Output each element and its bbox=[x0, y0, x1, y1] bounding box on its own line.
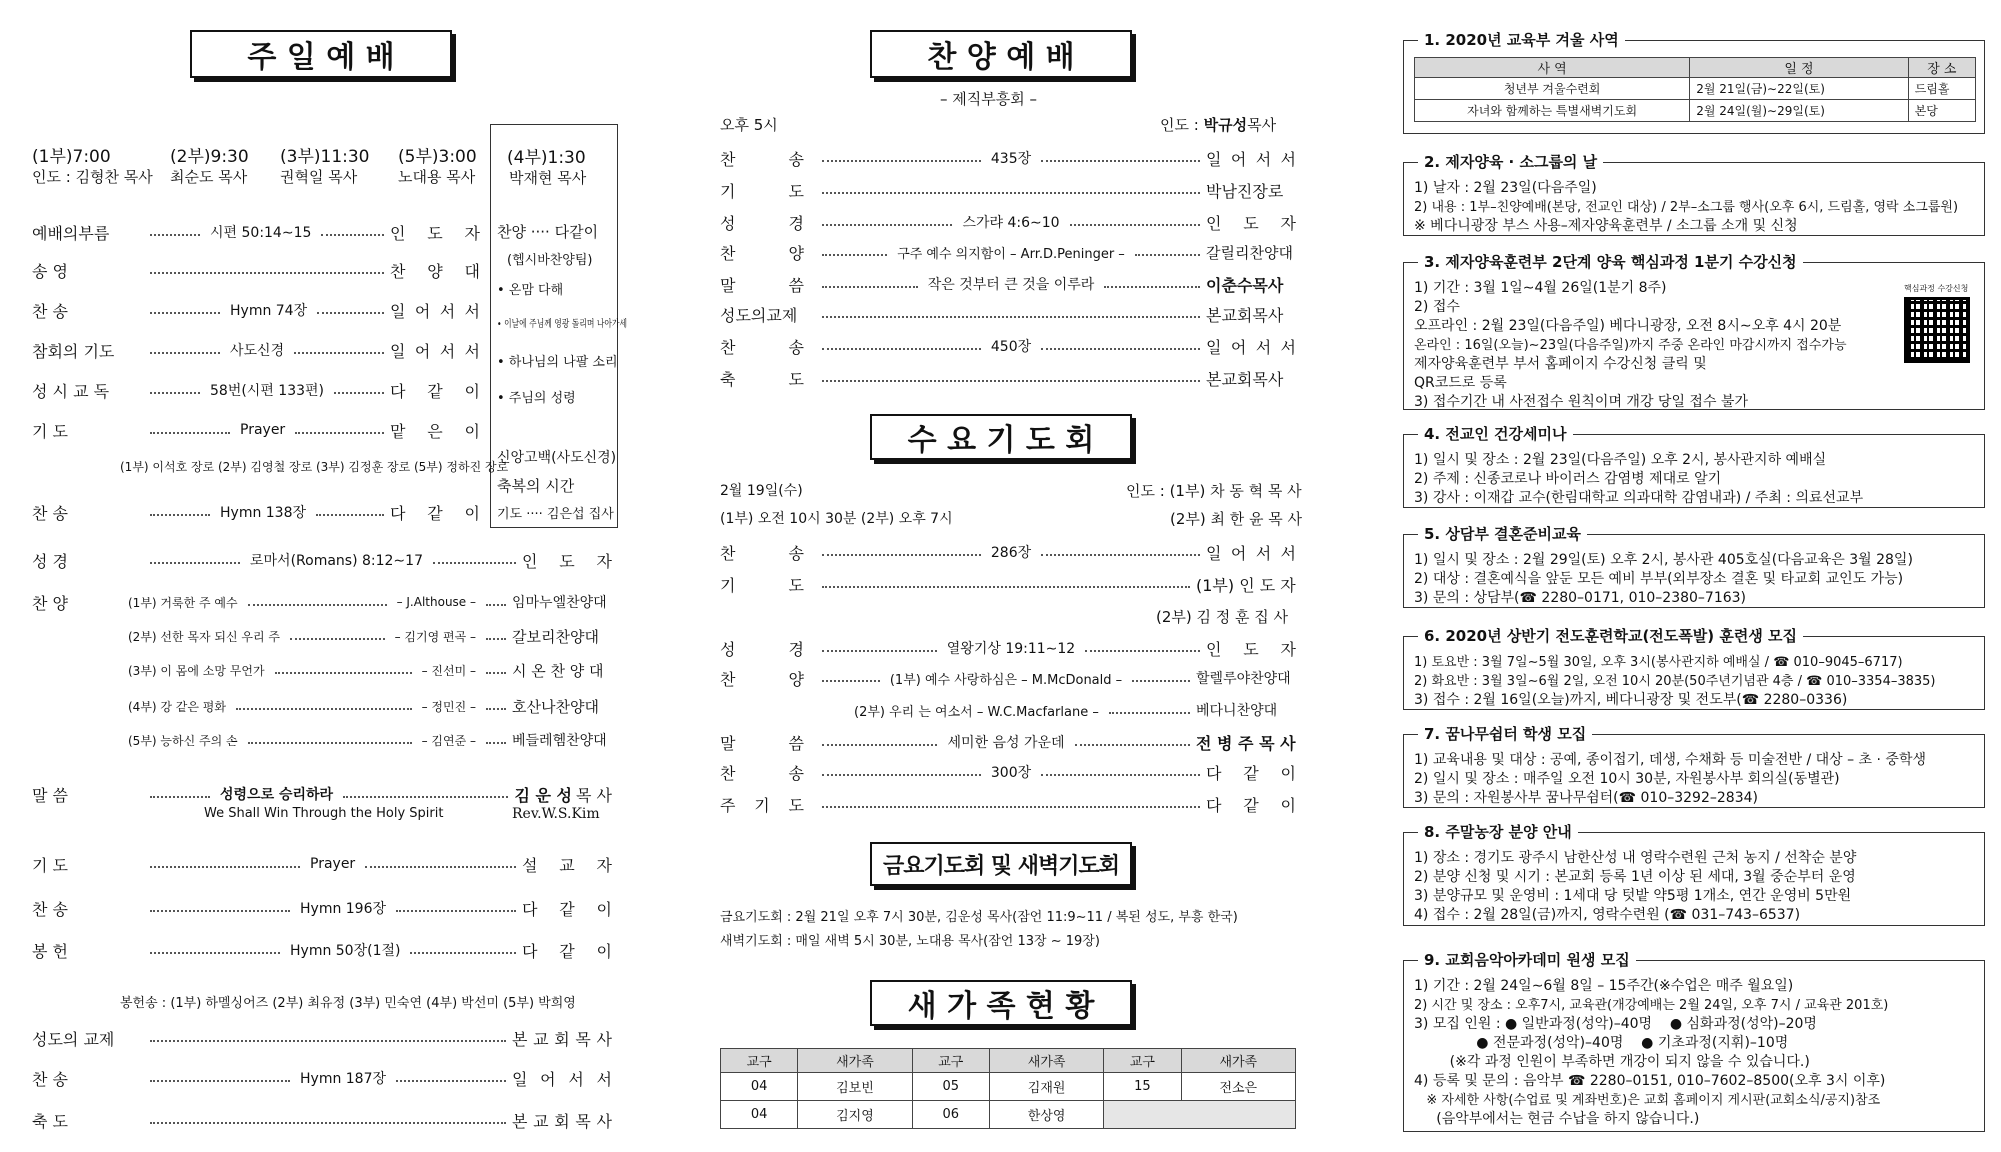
wednesday-item: 기 도 (1부) 인 도 자 bbox=[720, 575, 1296, 595]
qr-code[interactable] bbox=[1904, 297, 1970, 363]
newfamily-table: 교구 새가족 교구 새가족 교구 새가족 04 김보빈 05 김재원 15 전소은 04 김지영 06 한상영 bbox=[720, 1048, 1296, 1129]
service-leader-1: 인도 : 김형찬 목사 bbox=[32, 168, 153, 186]
service-leader-4: 박재현 목사 bbox=[509, 169, 587, 187]
wednesday-time: (1부) 오전 10시 30분 (2부) 오후 7시 bbox=[720, 511, 953, 527]
notice-2: 2. 제자양육 · 소그룹의 날 1) 날자 : 2월 23일(다음주일) 2) 내용 : 1부–친양예배(본당, 전교인 대상) / 2부–소그룹 행사(오후 6시, 드림홀, 영락 소그룹원) ※ 베다니광장 부스 사용–제자양육훈련부 / 소그룹 소개 및 신청 bbox=[1403, 162, 1985, 236]
sunday-service-column bbox=[0, 0, 640, 1152]
box4-line: 기도 ···· 김은섭 집사 bbox=[497, 507, 614, 522]
service-leader-2: 최순도 목사 bbox=[170, 168, 248, 186]
notice-6: 6. 2020년 상반기 전도훈련학교(전도폭발) 훈련생 모집 1) 토요반 : 3월 7일∼5월 30일, 오후 3시(봉사관지하 예배실 / ☎ 010–9045–6717) 2) 화요반 : 3월 3일∼6월 2일, 오전 10시 20분(50주년기념관 4층 / ☎ 010–3354–3835) 3) 접수 : 2월 16일(오늘)까지, 베다니광장 및 전도부(☎ 2280–0336) bbox=[1403, 636, 1985, 710]
box4-line: (헵시바찬양팀) bbox=[507, 253, 593, 268]
offertory-note: 봉헌송 : (1부) 하멜싱어즈 (2부) 최유정 (3부) 민숙연 (4부) 박선미 (5부) 박희영 bbox=[120, 996, 576, 1011]
order-item: 성 시 교 독 58번(시편 133편) 다 같 이 bbox=[32, 381, 480, 401]
choir-row: (4부) 강 같은 평화 – 정민진 – 호산나찬양대 bbox=[128, 697, 599, 716]
choir-row: 찬 양 (1부) 거룩한 주 예수 – J.Althouse – 임마누엘찬양대 bbox=[32, 593, 607, 613]
order-item: 성 경 로마서(Romans) 8:12∼17 인 도 자 bbox=[32, 551, 612, 571]
box4-line: • 온맘 다해 bbox=[497, 283, 564, 298]
praise-item: 축 도 본교회목사 bbox=[720, 369, 1284, 389]
wednesday-item: 찬 송 286장 일 어 서 서 bbox=[720, 543, 1296, 563]
order-item: 봉 헌 Hymn 50장(1절) 다 같 이 bbox=[32, 941, 612, 961]
service-time-3: (3부)11:30 bbox=[280, 147, 370, 167]
order-item: 송 영 찬 양 대 bbox=[32, 261, 480, 281]
praise-time: 오후 5시 bbox=[720, 116, 778, 134]
service-leader-5: 노대용 목사 bbox=[398, 168, 476, 186]
order-item: 찬 송 Hymn 138장 다 같 이 bbox=[32, 503, 480, 523]
order-item: 예배의부름 시편 50:14∼15 인 도 자 bbox=[32, 223, 480, 243]
choir-row: (5부) 능하신 주의 손 – 김연준 – 베들레헴찬양대 bbox=[128, 733, 607, 749]
wednesday-item: (2부) 김 정 훈 집 사 bbox=[1156, 608, 1289, 626]
preacher-en: Rev.W.S.Kim bbox=[512, 806, 600, 822]
box4-line: 축복의 시간 bbox=[497, 477, 575, 495]
fourth-service-box bbox=[490, 124, 628, 528]
wednesday-leader-1: 인도 : (1부) 차 동 혁 목 사 bbox=[1126, 482, 1302, 500]
middle-column bbox=[700, 0, 1310, 1152]
praise-item: 말 씀 작은 것부터 큰 것을 이루라 이춘수목사 bbox=[720, 275, 1284, 295]
sermon-row: 말 씀 성령으로 승리하라 김 운 성 목 사 bbox=[32, 785, 612, 805]
choir-row: (3부) 이 몸에 소망 무언가 – 진선미 – 시 온 찬 양 대 bbox=[128, 661, 604, 680]
order-item: 찬 송 Hymn 187장 일 어 서 서 bbox=[32, 1069, 612, 1089]
order-item: 기 도 Prayer 맡 은 이 bbox=[32, 421, 480, 441]
box4-line: • 하나님의 나팔 소리 bbox=[497, 355, 618, 370]
sunday-service-title: 주 일 예 배 bbox=[190, 30, 452, 78]
notices-column bbox=[1395, 0, 1995, 1152]
wednesday-item: 주 기 도 다 같 이 bbox=[720, 795, 1296, 815]
prayer-note: (1부) 이석호 장로 (2부) 김영철 장로 (3부) 김정훈 장로 (5부) 정하진 장로 bbox=[120, 460, 509, 474]
service-time-1: (1부)7:00 bbox=[32, 147, 111, 167]
notice-3: 3. 제자양육훈련부 2단계 양육 핵심과정 1분기 수강신청 1) 기간 : 3월 1일∼4월 26일(1분기 8주) 2) 접수 오프라인 : 2월 23일(다음주일) 베다니광장, 오전 8시∼오후 4시 20분 온라인 : 16일(오늘)∼23일(다음주일)까지 주중 온라인 마감시까지 접수가능 제자양육훈련부 부서 홈페이지 수강신청 클릭 및 QR코드로 등록 3) 접수기간 내 사전접수 원칙이며 개강 당일 접수 불가 핵심과정 수강신청 bbox=[1403, 262, 1985, 410]
praise-item: 기 도 박남진장로 bbox=[720, 181, 1284, 201]
newfamily-title: 새 가 족 현 황 bbox=[870, 980, 1132, 1026]
order-item: 축 도 본 교 회 목 사 bbox=[32, 1111, 612, 1131]
service-time-2: (2부)9:30 bbox=[170, 147, 249, 167]
praise-item: 찬 양 구주 예수 의지함이 – Arr.D.Peninger – 갈릴리찬양대 bbox=[720, 243, 1293, 263]
wednesday-item: 찬 양 (1부) 예수 사랑하심은 – M.McDonald – 할렐루야찬양대 bbox=[720, 669, 1291, 689]
praise-item: 찬 송 435장 일 어 서 서 bbox=[720, 149, 1296, 169]
wednesday-item: 찬 송 300장 다 같 이 bbox=[720, 763, 1296, 783]
order-item: 찬 송 Hymn 74장 일 어 서 서 bbox=[32, 301, 480, 321]
wednesday-item: 말 씀 세미한 음성 가운데 전 병 주 목 사 bbox=[720, 733, 1296, 753]
praise-subtitle: – 제직부흥회 – bbox=[940, 90, 1037, 108]
wednesday-title: 수 요 기 도 회 bbox=[870, 414, 1132, 460]
box4-line: • 이날에 주님께 영광 돌리며 나아가세 bbox=[497, 319, 628, 330]
wednesday-item: (2부) 우리 는 여소서 – W.C.Macfarlane – 베다니찬양대 bbox=[854, 703, 1278, 720]
notice-4: 4. 전교인 건강세미나 1) 일시 및 장소 : 2월 23일(다음주일) 오후 2시, 봉사관지하 예배실 2) 주제 : 신종코로나 바이러스 감염병 제대로 알기 3) 강사 : 이재갑 교수(한림대학교 의과대학 감염내과) / 주최 : 의료선교부 bbox=[1403, 434, 1985, 508]
friday-title: 금요기도회 및 새벽기도회 bbox=[870, 842, 1132, 886]
friday-prayer-line: 금요기도회 : 2월 21일 오후 7시 30분, 김운성 목사(잠언 11:9∼11 / 복된 성도, 부흥 한국) bbox=[720, 910, 1238, 925]
box4-line: 찬양 ···· 다같이 bbox=[497, 223, 599, 241]
praise-item: 성도의교제 본교회목사 bbox=[720, 305, 1284, 325]
box4-line: • 주님의 성령 bbox=[497, 391, 576, 406]
wednesday-item: 성 경 열왕기상 19:11∼12 인 도 자 bbox=[720, 639, 1296, 659]
praise-item: 찬 송 450장 일 어 서 서 bbox=[720, 337, 1296, 357]
order-item: 성도의 교제 본 교 회 목 사 bbox=[32, 1029, 612, 1049]
box4-line: 신앙고백(사도신경) bbox=[497, 450, 617, 466]
order-item: 참회의 기도 사도신경 일 어 서 서 bbox=[32, 341, 480, 361]
service-time-5: (5부)3:00 bbox=[398, 147, 477, 167]
notice-7: 7. 꿈나무쉼터 학생 모집 1) 교육내용 및 대상 : 공예, 종이접기, 데생, 수채화 등 미술전반 / 대상 – 초 · 중학생 2) 일시 및 장소 : 매주일 오전 10시 30분, 자원봉사부 회의실(동별관) 3) 문의 : 자원봉사부 꿈나무쉼터(☎ 010–3292–2834) bbox=[1403, 734, 1985, 808]
praise-item: 성 경 스가랴 4:6∼10 인 도 자 bbox=[720, 213, 1297, 233]
sermon-title-en: We Shall Win Through the Holy Spirit bbox=[204, 806, 444, 821]
praise-service-title: 찬 양 예 배 bbox=[870, 30, 1132, 78]
notice-8: 8. 주말농장 분양 안내 1) 장소 : 경기도 광주시 남한산성 내 영락수련원 근처 농지 / 선착순 분양 2) 분양 신청 및 시기 : 본교회 등록 1년 이상 된 세대, 3월 중순부터 운영 3) 분양규모 및 운영비 : 1세대 당 텃밭 약5평 1개소, 연간 운영비 5만원 4) 접수 : 2월 28일(금)까지, 영락수련원 (☎ 031–743–6537) bbox=[1403, 832, 1985, 926]
choir-row: (2부) 선한 목자 되신 우리 주 – 김기영 편곡 – 갈보리찬양대 bbox=[128, 627, 599, 646]
service-time-4: (4부)1:30 bbox=[507, 148, 586, 168]
wednesday-leader-2: (2부) 최 한 윤 목 사 bbox=[1170, 510, 1303, 528]
notice-5: 5. 상담부 결혼준비교육 1) 일시 및 장소 : 2월 29일(토) 오후 2시, 봉사관 405호실(다음교육은 3월 28일) 2) 대상 : 결혼예식을 앞둔 모든 예비 부부(외부장소 결혼 및 타교회 교인도 가능) 3) 문의 : 상담부(☎ 2280–0171, 010–2380–7163) bbox=[1403, 534, 1985, 608]
praise-leader: 인도 : 박규성목사 bbox=[1160, 116, 1277, 134]
notice-9: 9. 교회음악아카데미 원생 모집 1) 기간 : 2월 24일∼6월 8일 – 15주간(※수업은 매주 월요일) 2) 시간 및 장소 : 오후7시, 교육관(개강예배는 2월 24일, 오후 7시 / 교육관 201호) 3) 모집 인원 : ● 일반과정(성악)–40명 ● 심화과정(성악)–20명 ● 전문과정(성악)–40명 ● 기초과정(지휘)–10명 (※각 과정 인원이 부족하면 개강이 되지 않을 수 있습니다.) 4) 등록 및 문의 : 음악부 ☎ 2280–0151, 010–7602–8500(오후 3시 이후) ※ 자세한 사항(수업료 및 계좌번호)은 교회 홈페이지 게시판(교회소식/공지)참조 (음악부에서는 현금 수납을 하지 않습니다.) bbox=[1403, 960, 1985, 1132]
wednesday-date: 2월 19일(수) bbox=[720, 483, 803, 499]
dawn-prayer-line: 새벽기도회 : 매일 새벽 5시 30분, 노대용 목사(잠언 13장 ∼ 19장) bbox=[720, 934, 1100, 949]
notice-1: 1. 2020년 교육부 겨울 사역 사 역 일 정 장 소 청년부 겨울수련회 2월 21일(금)∼22일(토) 드림홀 자녀와 함께하는 특별새벽기도회 2월 24일(월)∼29일(토) 본당 bbox=[1403, 40, 1985, 134]
service-leader-3: 권혁일 목사 bbox=[280, 168, 358, 186]
qr-label: 핵심과정 수강신청 bbox=[1904, 284, 1969, 293]
order-item: 기 도 Prayer 설 교 자 bbox=[32, 855, 612, 875]
order-item: 찬 송 Hymn 196장 다 같 이 bbox=[32, 899, 612, 919]
